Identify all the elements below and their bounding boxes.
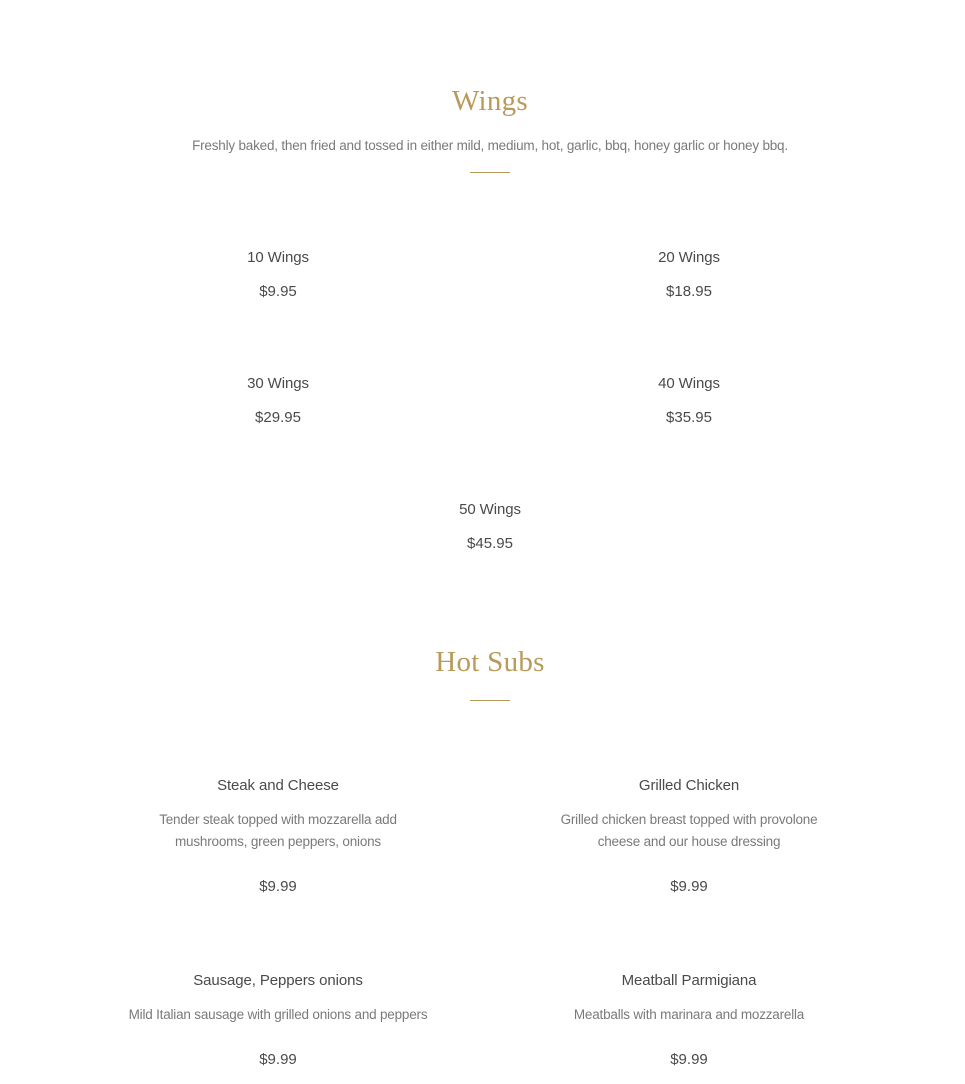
menu-item-name: 30 Wings bbox=[247, 375, 309, 392]
hot-subs-divider bbox=[470, 700, 510, 701]
menu-item-price: $9.99 bbox=[670, 1051, 708, 1068]
menu-item-steak-and-cheese bbox=[128, 776, 428, 897]
wings-section-title: Wings bbox=[451, 85, 529, 117]
menu-item-name: Sausage, Peppers onions bbox=[193, 972, 363, 989]
menu-item-30-wings bbox=[128, 374, 428, 428]
menu-item-price: $18.95 bbox=[666, 283, 712, 300]
wings-section-description: Freshly baked, then fried and tossed in either mild, medium, hot, garlic, bbq, honey garlic or honey bbq. bbox=[192, 138, 788, 153]
menu-item-meatball-parmigiana bbox=[539, 971, 839, 1070]
menu-item-name: Steak and Cheese bbox=[217, 777, 339, 794]
menu-item-price: $9.95 bbox=[259, 283, 297, 300]
menu-item-10-wings bbox=[128, 248, 428, 302]
menu-item-sausage-peppers-onions bbox=[128, 971, 428, 1070]
menu-item-40-wings bbox=[539, 374, 839, 428]
menu-item-name: 40 Wings bbox=[658, 375, 720, 392]
menu-item-description: Tender steak topped with mozzarella add mushrooms, green peppers, onions bbox=[159, 812, 397, 849]
menu-item-price: $29.95 bbox=[255, 409, 301, 426]
menu-item-description: Mild Italian sausage with grilled onions and peppers bbox=[128, 1007, 428, 1022]
menu-item-name: 10 Wings bbox=[247, 249, 309, 266]
wings-divider bbox=[470, 172, 510, 173]
menu-item-name: Meatball Parmigiana bbox=[621, 972, 757, 989]
menu-item-price: $9.99 bbox=[259, 1051, 297, 1068]
hot-subs-section-title: Hot Subs bbox=[435, 646, 545, 678]
menu-item-description: Meatballs with marinara and mozzarella bbox=[573, 1007, 805, 1022]
menu-item-50-wings bbox=[340, 500, 640, 554]
menu-item-description: Grilled chicken breast topped with provolone cheese and our house dressing bbox=[560, 812, 818, 849]
menu-item-name: Grilled Chicken bbox=[638, 777, 740, 794]
menu-item-name: 20 Wings bbox=[658, 249, 720, 266]
menu-item-price: $9.99 bbox=[259, 878, 297, 895]
menu-item-price: $45.95 bbox=[467, 535, 513, 552]
menu-item-20-wings bbox=[539, 248, 839, 302]
menu-item-price: $35.95 bbox=[666, 409, 712, 426]
menu-item-name: 50 Wings bbox=[459, 501, 521, 518]
menu-item-price: $9.99 bbox=[670, 878, 708, 895]
menu-item-grilled-chicken bbox=[539, 776, 839, 897]
